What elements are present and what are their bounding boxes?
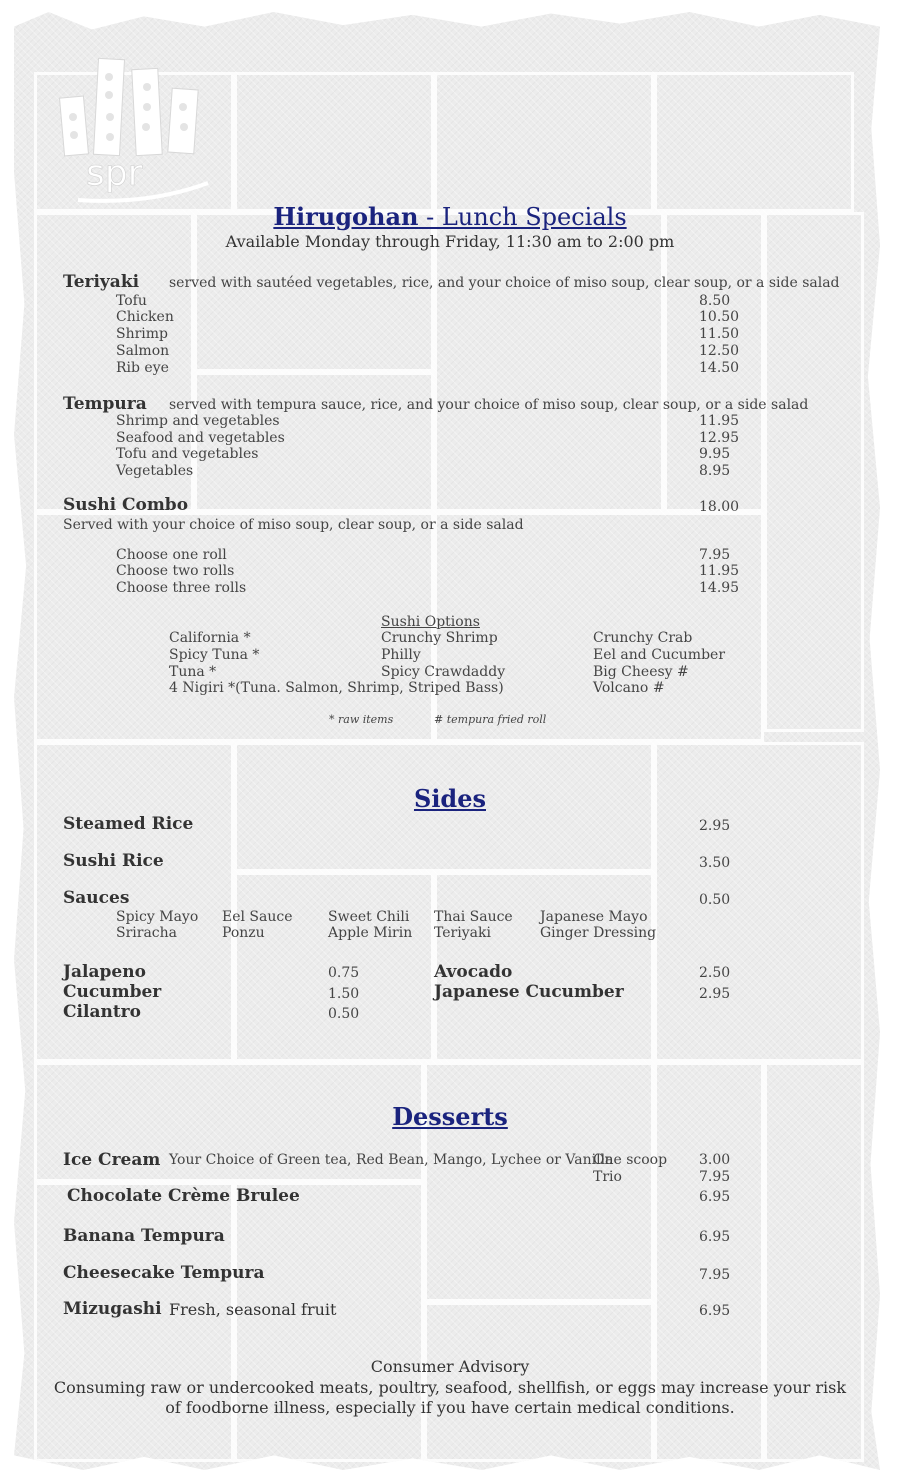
sauces-heading: Sauces	[63, 888, 130, 908]
dessert-item: Chocolate Crème Brulee	[67, 1186, 300, 1206]
menu-price: 14.50	[699, 360, 740, 376]
availability-note: Available Monday through Friday, 11:30 am to 2:00 pm	[225, 232, 675, 251]
menu-price: 0.50	[328, 1006, 360, 1022]
ice-cream-option: One scoop	[593, 1152, 668, 1168]
advisory-text-line1: Consuming raw or undercooked meats, poultry, seafood, shellfish, or eggs may increase your risk	[53, 1378, 847, 1397]
tempura-description: served with tempura sauce, rice, and your choice of miso soup, clear soup, or a side salad	[169, 397, 809, 413]
menu-price: 11.95	[699, 413, 740, 429]
side-item: Jalapeno	[63, 962, 146, 982]
side-item: Cilantro	[63, 1002, 141, 1022]
menu-item: Choose three rolls	[116, 580, 247, 596]
sauce-item: Teriyaki	[434, 925, 491, 941]
sushi-option: California *	[169, 630, 251, 646]
sauce-item: Thai Sauce	[434, 909, 513, 925]
raw-items-note: * raw items	[329, 713, 394, 726]
sushi-option: Volcano #	[593, 680, 665, 696]
sushi-combo-description: Served with your choice of miso soup, clear soup, or a side salad	[63, 517, 524, 533]
tempura-heading: Tempura	[63, 394, 147, 414]
menu-price: 6.95	[699, 1229, 731, 1245]
sides-heading: Sides	[413, 784, 486, 813]
sushi-option: Crunchy Crab	[593, 630, 693, 646]
sushi-rice-item: Sushi Rice	[63, 851, 164, 871]
sauce-item: Eel Sauce	[222, 909, 293, 925]
menu-price: 0.75	[328, 965, 360, 981]
menu-item: Seafood and vegetables	[116, 430, 285, 446]
dessert-item: Banana Tempura	[63, 1226, 225, 1246]
menu-item: Tofu and vegetables	[116, 446, 259, 462]
tempura-roll-note: # tempura fried roll	[434, 713, 547, 726]
menu-price: 7.95	[699, 1169, 731, 1185]
sushi-option: Spicy Tuna *	[169, 647, 260, 663]
sauce-item: Sriracha	[116, 925, 178, 941]
advisory-title: Consumer Advisory	[370, 1357, 530, 1376]
menu-price: 2.95	[699, 818, 731, 834]
menu-price: 7.95	[699, 1267, 731, 1283]
menu-item: Tofu	[116, 293, 147, 309]
menu-item: Shrimp	[116, 326, 169, 342]
side-item: Avocado	[434, 962, 513, 982]
teriyaki-description: served with sautéed vegetables, rice, and your choice of miso soup, clear soup, or a side salad	[169, 275, 840, 291]
sauce-item: Japanese Mayo	[540, 909, 648, 925]
menu-price: 2.50	[699, 965, 731, 981]
sushi-option: Spicy Crawdaddy	[381, 664, 506, 680]
steamed-rice-item: Steamed Rice	[63, 814, 194, 834]
menu-price: 0.50	[699, 892, 731, 908]
sauce-item: Sweet Chili	[328, 909, 410, 925]
ice-cream-item: Ice Cream	[63, 1150, 161, 1170]
menu-price: 8.95	[699, 463, 731, 479]
menu-price: 12.50	[699, 343, 740, 359]
menu-price: 3.00	[699, 1152, 731, 1168]
menu-price: 2.95	[699, 986, 731, 1002]
menu-price: 11.50	[699, 326, 740, 342]
sauce-item: Spicy Mayo	[116, 909, 199, 925]
restaurant-logo	[58, 55, 218, 205]
sushi-combo-price: 18.00	[699, 499, 740, 515]
side-item: Cucumber	[63, 982, 162, 1002]
menu-item: Choose one roll	[116, 547, 227, 563]
menu-item: Salmon	[116, 343, 170, 359]
sushi-option: Crunchy Shrimp	[381, 630, 498, 646]
desserts-heading: Desserts	[392, 1102, 508, 1131]
menu-price: 10.50	[699, 309, 740, 325]
dessert-item: Cheesecake Tempura	[63, 1263, 265, 1283]
sushi-options-heading: Sushi Options	[381, 614, 480, 630]
side-item: Japanese Cucumber	[434, 982, 624, 1002]
menu-price: 3.50	[699, 855, 731, 871]
logo-text: spr	[86, 153, 143, 194]
menu-price: 6.95	[699, 1189, 731, 1205]
menu-price: 9.95	[699, 446, 731, 462]
teriyaki-heading: Teriyaki	[63, 272, 140, 292]
advisory-text-line2: of foodborne illness, especially if you have certain medical conditions.	[165, 1398, 735, 1417]
sauce-item: Ginger Dressing	[540, 925, 657, 941]
menu-price: 7.95	[699, 547, 731, 563]
menu-price: 12.95	[699, 430, 740, 446]
sushi-option: Tuna *	[169, 664, 217, 680]
mizugashi-description: Fresh, seasonal fruit	[169, 1300, 337, 1319]
menu-price: 11.95	[699, 563, 740, 579]
menu-item: Choose two rolls	[116, 563, 235, 579]
menu-price: 14.95	[699, 580, 740, 596]
sushi-option: Philly	[381, 647, 421, 663]
sauce-item: Ponzu	[222, 925, 265, 941]
page-title: Hirugohan - Lunch Specials	[273, 202, 627, 231]
sushi-combo-heading: Sushi Combo	[63, 495, 189, 515]
sushi-option: Big Cheesy #	[593, 664, 689, 680]
menu-price: 1.50	[328, 986, 360, 1002]
ice-cream-description: Your Choice of Green tea, Red Bean, Mango, Lychee or Vanilla	[169, 1152, 614, 1168]
menu-item: Vegetables	[116, 463, 194, 479]
dessert-item: Mizugashi	[63, 1299, 162, 1319]
menu-item: Shrimp and vegetables	[116, 413, 280, 429]
sauce-item: Apple Mirin	[328, 925, 413, 941]
ice-cream-option: Trio	[593, 1169, 622, 1185]
sushi-option: 4 Nigiri *(Tuna. Salmon, Shrimp, Striped Bass)	[169, 680, 504, 696]
menu-item: Chicken	[116, 309, 174, 325]
sushi-option: Eel and Cucumber	[593, 647, 726, 663]
menu-price: 8.50	[699, 293, 731, 309]
menu-price: 6.95	[699, 1303, 731, 1319]
menu-item: Rib eye	[116, 360, 169, 376]
